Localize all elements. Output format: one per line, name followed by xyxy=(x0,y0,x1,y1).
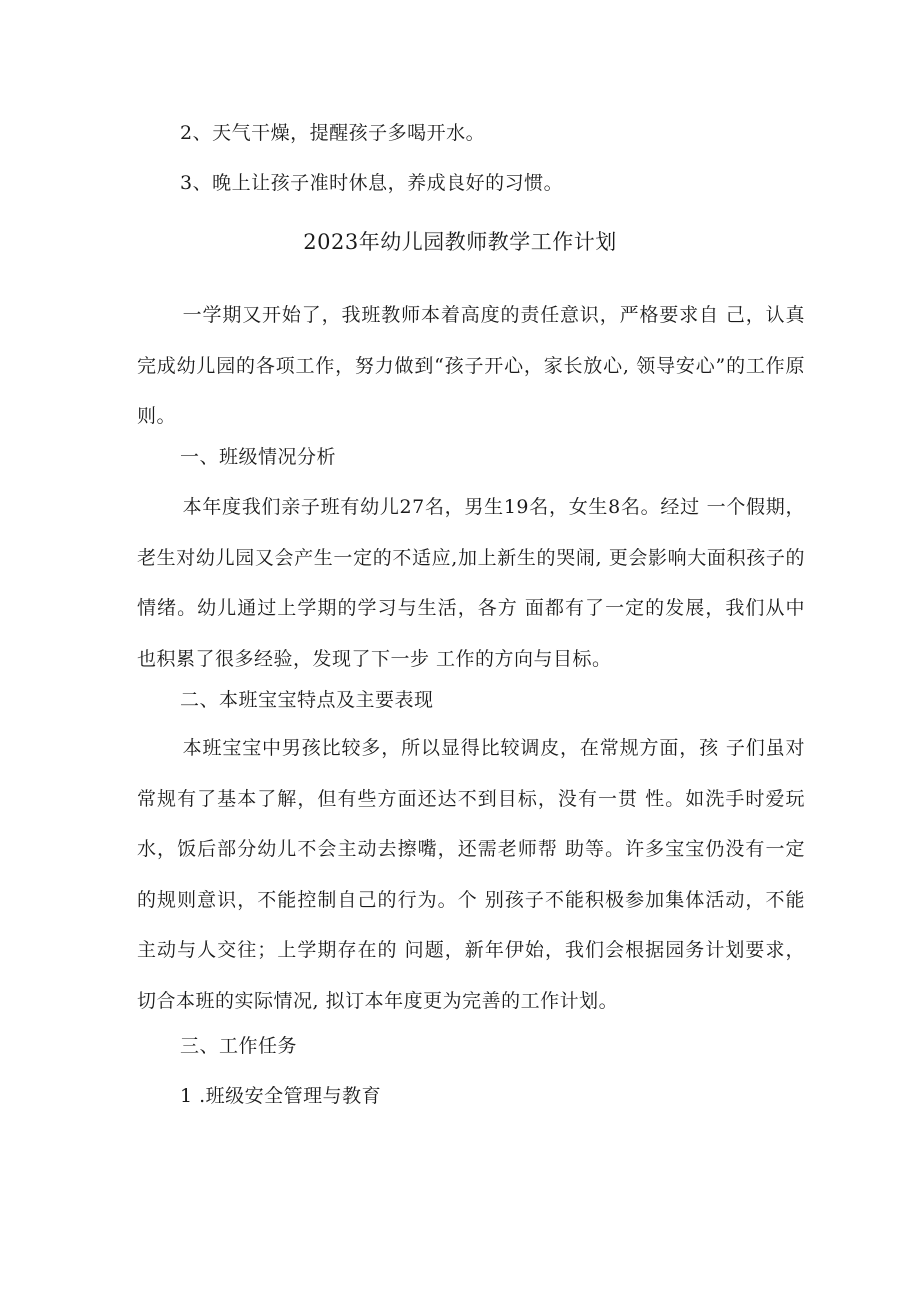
section-heading-work-tasks: 三、工作任务 xyxy=(180,1035,298,1057)
document-title: 2023年幼儿园教师教学工作计划 xyxy=(303,230,617,254)
intro-paragraph: 一学期又开始了，我班教师本着高度的责任意识，严格要求自 己，认真完成幼儿园的各项工作，努力做到“孩子开心，家长放心, 领导安心”的工作原则。 xyxy=(137,304,805,427)
section-heading-class-analysis: 一、班级情况分析 xyxy=(180,446,337,468)
characteristics-paragraph: 本班宝宝中男孩比较多，所以显得比较调皮，在常规方面，孩 子们虽对常规有了基本了解，但有些方面还达不到目标，没有一贯 性。如洗手时爱玩水，饭后部分幼儿不会主动去擦嘴，还需老师帮 助等。许多宝宝仍没有一定的规则意识，不能控制自己的行为。个 别孩子不能积极参加集体活动，不能主动与人交往；上学期存在的 问题，新年伊始，我们会根据园务计划要求，切合本班的实际情况, 拟订本年度更为完善的工作计划。 xyxy=(137,737,805,1012)
class-analysis-paragraph: 本年度我们亲子班有幼儿27名，男生19名，女生8名。经过 一个假期，老生对幼儿园又会产生一定的不适应,加上新生的哭闹, 更会影响大面积孩子的情绪。幼儿通过上学期的学习与生活，各方 面都有了一定的发展，我们从中也积累了很多经验，发现了下一步 工作的方向与目标。 xyxy=(137,496,805,670)
subsection-heading-safety: 1 .班级安全管理与教育 xyxy=(180,1085,382,1107)
list-item-bedtime: 3、晚上让孩子准时休息，养成良好的习惯。 xyxy=(180,172,564,194)
list-item-dry-weather: 2、天气干燥，提醒孩子多喝开水。 xyxy=(180,122,486,144)
section-heading-characteristics: 二、本班宝宝特点及主要表现 xyxy=(180,689,434,711)
